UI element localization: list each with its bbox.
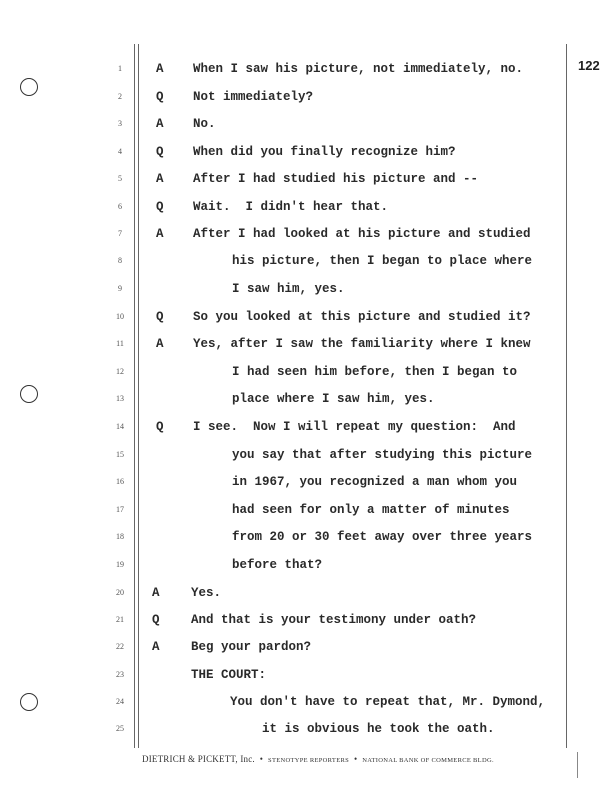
transcript-line: his picture, then I began to place where [232,254,533,268]
transcript-line: it is obvious he took the oath. [262,722,495,736]
line-number: 1 [118,64,122,73]
footer-address: NATIONAL BANK OF COMMERCE BLDG. [362,757,494,764]
transcript-line: I see. Now I will repeat my question: And [193,420,516,434]
transcript-line: After I had studied his picture and -- [193,172,479,186]
line-number: 8 [118,256,122,265]
transcript-line: I had seen him before, then I began to [232,365,518,379]
line-number: 14 [116,422,124,431]
transcript-line: You don't have to repeat that, Mr. Dymond, [230,695,546,709]
speaker-label: A [156,117,164,131]
transcript-line: And that is your testimony under oath? [191,613,477,627]
left-margin-rule-outer [134,44,135,748]
line-number: 20 [116,588,124,597]
left-margin-rule-inner [138,44,139,748]
line-number: 5 [118,174,122,183]
line-number: 9 [118,284,122,293]
transcript-line: So you looked at this picture and studied it? [193,310,531,324]
reporter-footer [142,754,494,764]
transcript-line: Not immediately? [193,90,314,104]
line-number: 7 [118,229,122,238]
line-number: 13 [116,394,124,403]
right-margin-rule [566,44,567,748]
margin-pencil-mark [577,752,578,778]
line-number: 4 [118,147,122,156]
line-number: 18 [116,532,124,541]
footer-bullet: • [353,754,358,764]
speaker-label: A [156,172,164,186]
transcript-line: After I had looked at his picture and studied [193,227,531,241]
speaker-label: Q [156,310,164,324]
line-number: 25 [116,724,124,733]
line-number: 15 [116,450,124,459]
binder-hole-bottom [20,693,38,711]
speaker-label: Q [156,145,164,159]
speaker-label: A [156,62,164,76]
transcript-line: you say that after studying this picture [232,448,533,462]
speaker-label: Q [152,613,160,627]
transcript-line: Beg your pardon? [191,640,312,654]
transcript-line: When I saw his picture, not immediately, no. [193,62,524,76]
line-number: 23 [116,670,124,679]
speaker-label: A [156,337,164,351]
transcript-line: had seen for only a matter of minutes [232,503,510,517]
transcript-line: I saw him, yes. [232,282,345,296]
binder-hole-middle [20,385,38,403]
line-number: 2 [118,92,122,101]
transcript-line: from 20 or 30 feet away over three years [232,530,533,544]
line-number: 12 [116,367,124,376]
line-number: 6 [118,202,122,211]
page-number: 122 [578,58,600,73]
speaker-label: Q [156,90,164,104]
transcript-line: Yes. [191,586,222,600]
line-number: 19 [116,560,124,569]
line-number: 3 [118,119,122,128]
line-number: 22 [116,642,124,651]
transcript-line: place where I saw him, yes. [232,392,435,406]
speaker-label: A [152,586,160,600]
line-number: 17 [116,505,124,514]
line-number: 16 [116,477,124,486]
footer-service: STENOTYPE REPORTERS [268,757,350,764]
transcript-line: Wait. I didn't hear that. [193,200,389,214]
speaker-label: A [152,640,160,654]
line-number: 11 [116,339,124,348]
transcript-line: No. [193,117,216,131]
line-number: 24 [116,697,124,706]
line-number: 10 [116,312,124,321]
speaker-label: Q [156,420,164,434]
line-number: 21 [116,615,124,624]
speaker-label: A [156,227,164,241]
footer-bullet: • [259,754,264,764]
transcript-line: THE COURT: [191,668,267,682]
speaker-label: Q [156,200,164,214]
transcript-line: before that? [232,558,323,572]
footer-company: DIETRICH & PICKETT, Inc. [142,754,255,764]
transcript-line: When did you finally recognize him? [193,145,456,159]
transcript-line: in 1967, you recognized a man whom you [232,475,518,489]
transcript-line: Yes, after I saw the familiarity where I knew [193,337,531,351]
binder-hole-top [20,78,38,96]
